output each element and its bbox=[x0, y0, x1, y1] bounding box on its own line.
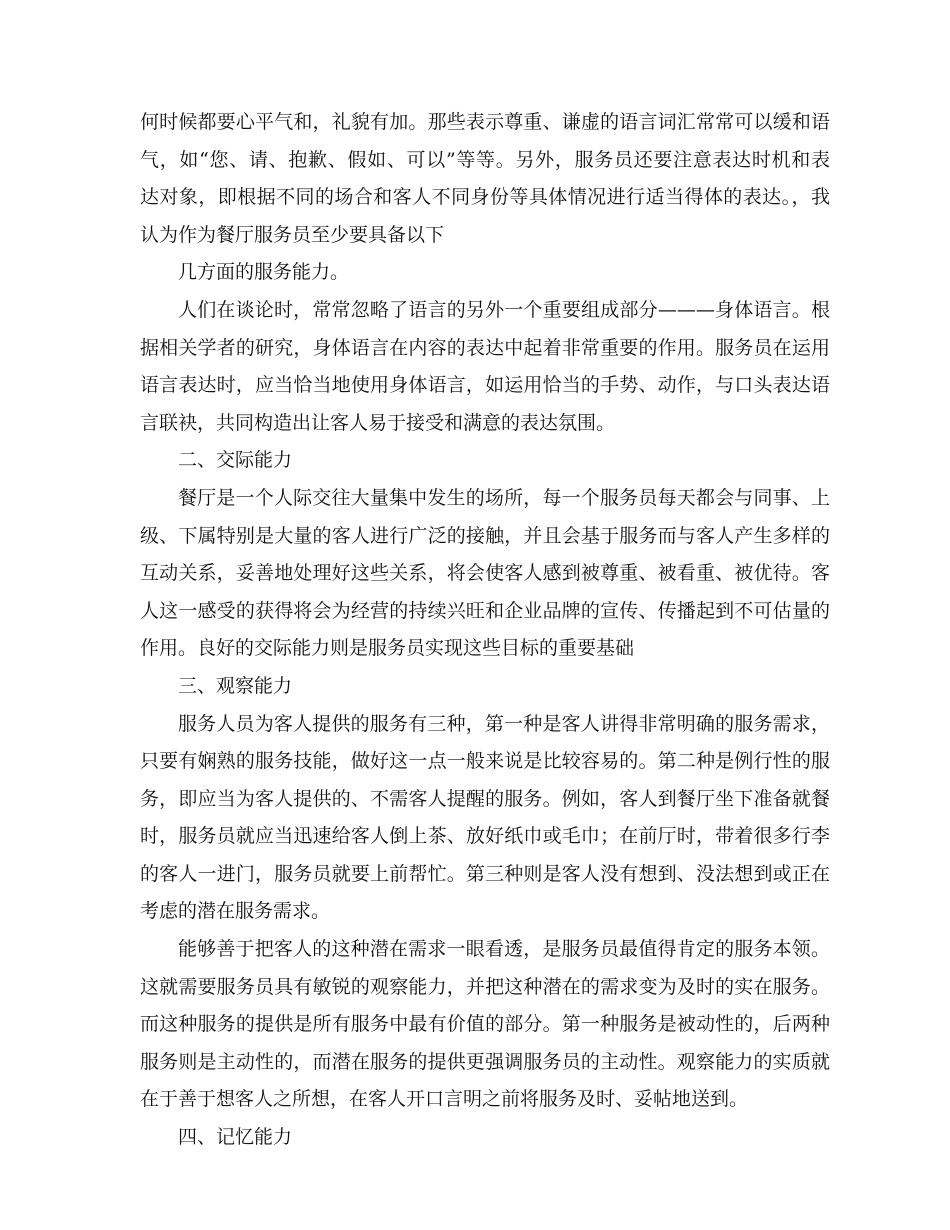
text-line: 考虑的潜在服务需求。 bbox=[140, 900, 331, 923]
text-line: 二、交际能力 bbox=[178, 449, 293, 472]
text-line: 务，即应当为客人提供的、不需客人提醒的服务。例如，客人到餐厅坐下准备就餐 bbox=[140, 787, 830, 810]
text-line: 作用。良好的交际能力则是服务员实现这些目标的重要基础 bbox=[140, 637, 635, 660]
text-line: 三、观察能力 bbox=[178, 674, 293, 697]
text-line: 人们在谈论时，常常忽略了语言的另外一个重要组成部分———身体语言。根 bbox=[178, 298, 830, 321]
text-line: 四、记忆能力 bbox=[178, 1126, 293, 1149]
text-line: 服务则是主动性的，而潜在服务的提供更强调服务员的主动性。观察能力的实质就 bbox=[140, 1050, 830, 1073]
text-line: 的客人一进门，服务员就要上前帮忙。第三种则是客人没有想到、没法想到或正在 bbox=[140, 862, 830, 885]
text-line: 餐厅是一个人际交往大量集中发生的场所，每一个服务员每天都会与同事、上 bbox=[178, 486, 830, 509]
text-line: 几方面的服务能力。 bbox=[178, 261, 350, 284]
text-line: 而这种服务的提供是所有服务中最有价值的部分。第一种服务是被动性的，后两种 bbox=[140, 1013, 830, 1036]
text-line: 语言表达时，应当恰当地使用身体语言，如运用恰当的手势、动作，与口头表达语 bbox=[140, 374, 830, 397]
text-line: 达对象，即根据不同的场合和客人不同身份等具体情况进行适当得体的表达。，我 bbox=[140, 186, 830, 209]
text-line: 服务人员为客人提供的服务有三种，第一种是客人讲得非常明确的服务需求， bbox=[178, 712, 830, 735]
text-line: 能够善于把客人的这种潜在需求一眼看透，是服务员最值得肯定的服务本领。 bbox=[178, 938, 830, 961]
text-line: 只要有娴熟的服务技能，做好这一点一般来说是比较容易的。第二种是例行性的服 bbox=[140, 750, 830, 773]
text-line: 气，如“您、请、抱歉、假如、可以”等等。另外，服务员还要注意表达时机和表 bbox=[140, 148, 830, 171]
text-line: 时，服务员就应当迅速给客人倒上茶、放好纸巾或毛巾；在前厅时，带着很多行李 bbox=[140, 825, 830, 848]
text-line: 级、下属特别是大量的客人进行广泛的接触，并且会基于服务而与客人产生多样的 bbox=[140, 524, 830, 547]
text-line: 这就需要服务员具有敏锐的观察能力，并把这种潜在的需求变为及时的实在服务。 bbox=[140, 975, 830, 998]
document-body bbox=[140, 104, 830, 1157]
text-line: 在于善于想客人之所想，在客人开口言明之前将服务及时、妥帖地送到。 bbox=[140, 1088, 749, 1111]
text-line: 互动关系，妥善地处理好这些关系，将会使客人感到被尊重、被看重、被优待。客 bbox=[140, 562, 830, 585]
text-line: 认为作为餐厅服务员至少要具备以下 bbox=[140, 223, 445, 246]
text-line: 言联袂，共同构造出让客人易于接受和满意的表达氛围。 bbox=[140, 411, 616, 434]
text-line: 据相关学者的研究，身体语言在内容的表达中起着非常重要的作用。服务员在运用 bbox=[140, 336, 830, 359]
text-line: 何时候都要心平气和，礼貌有加。那些表示尊重、谦虚的语言词汇常常可以缓和语 bbox=[140, 111, 830, 133]
text-line: 人这一感受的获得将会为经营的持续兴旺和企业品牌的宣传、传播起到不可估量的 bbox=[140, 599, 830, 622]
